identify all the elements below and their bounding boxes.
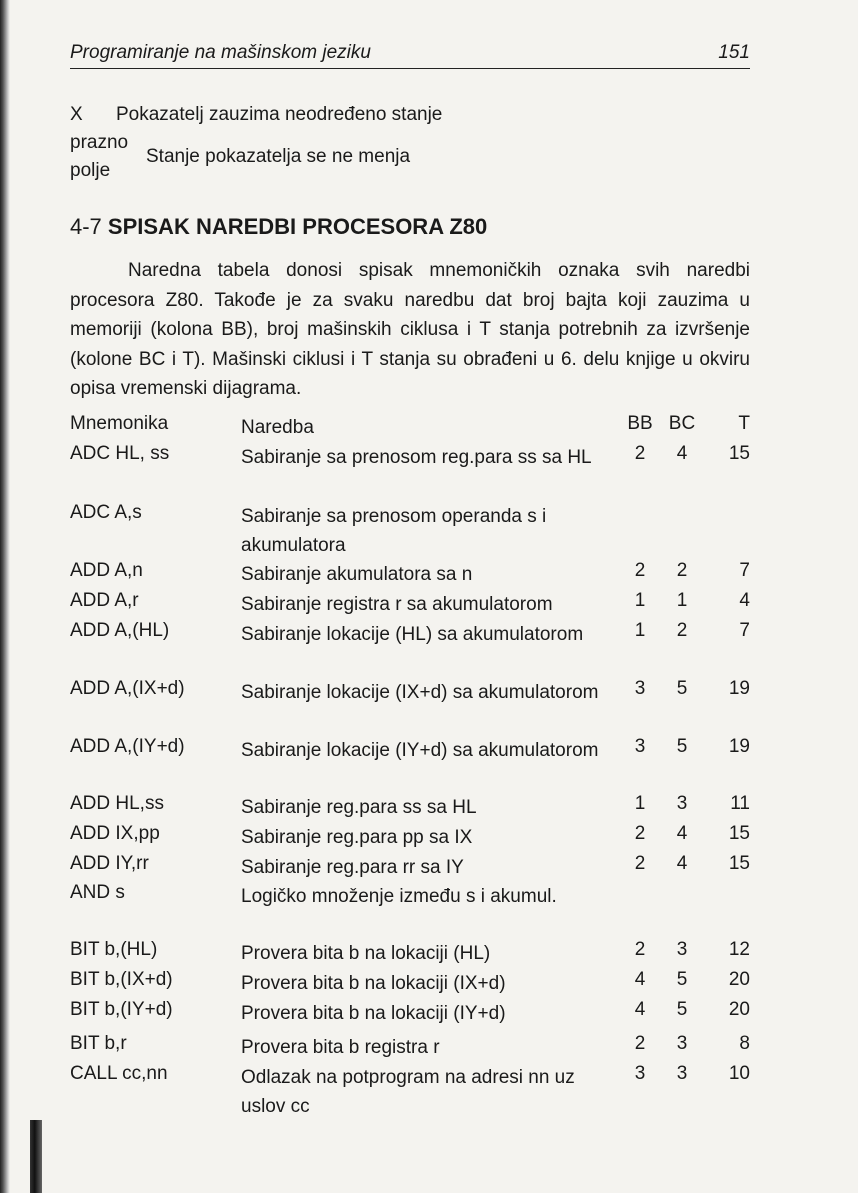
cell-t: 7 <box>739 560 750 581</box>
cell-description: Sabiranje sa prenosom operanda s i akumulatora <box>241 506 547 556</box>
cell-t: 15 <box>728 823 750 844</box>
cell-description: Sabiranje lokacije (HL) sa akumulatorom <box>241 624 584 645</box>
header-title: Programiranje na mašinskom jeziku <box>70 42 371 63</box>
cell-bb: 2 <box>634 443 646 464</box>
section-number: 4-7 <box>70 214 102 239</box>
cell-bb: 2 <box>634 560 646 581</box>
cell-bb: 3 <box>634 678 646 699</box>
cell-description: Odlazak na potprogram na adresi nn uz uslov cc <box>241 1067 575 1117</box>
cell-bc: 3 <box>676 1033 688 1054</box>
cell-t: 15 <box>728 443 750 464</box>
cell-description: Sabiranje registra r sa akumulatorom <box>241 594 553 615</box>
cell-description: Provera bita b na lokaciji (IY+d) <box>241 1003 506 1024</box>
table-row <box>0 502 858 556</box>
cell-t: 20 <box>728 999 750 1020</box>
cell-t: 8 <box>739 1033 750 1054</box>
cell-description: Sabiranje lokacije (IY+d) sa akumulatorom <box>241 740 599 761</box>
page-number: 151 <box>718 42 750 63</box>
cell-mnemonic: ADD IX,pp <box>70 823 160 844</box>
cell-bc: 2 <box>676 560 688 581</box>
cell-bb: 2 <box>634 853 646 874</box>
cell-bc: 4 <box>676 443 688 464</box>
cell-description: Sabiranje reg.para ss sa HL <box>241 797 477 818</box>
cell-t: 20 <box>728 969 750 990</box>
cell-mnemonic: BIT b,(IX+d) <box>70 969 173 990</box>
table-row <box>0 969 858 999</box>
cell-mnemonic: ADD IY,rr <box>70 853 149 874</box>
cell-bb: 4 <box>634 969 646 990</box>
cell-mnemonic: BIT b,(IY+d) <box>70 999 173 1020</box>
cell-description: Sabiranje reg.para pp sa IX <box>241 827 473 848</box>
table-row <box>0 853 858 883</box>
cell-mnemonic: ADD A,r <box>70 590 139 611</box>
cell-bc: 4 <box>676 853 688 874</box>
cell-bc: 5 <box>676 678 688 699</box>
cell-t: 12 <box>728 939 750 960</box>
table-header-row <box>0 413 858 443</box>
legend-x-line <box>70 104 442 126</box>
cell-description: Provera bita b na lokaciji (IX+d) <box>241 973 506 994</box>
cell-description: Logičko množenje između s i akumul. <box>241 886 557 907</box>
header-bb: BB <box>627 413 653 434</box>
table-row <box>0 882 858 912</box>
legend-x-symbol: X <box>70 104 83 125</box>
cell-mnemonic: ADD HL,ss <box>70 793 164 814</box>
cell-bb: 3 <box>634 736 646 757</box>
cell-t: 19 <box>728 678 750 699</box>
cell-t: 19 <box>728 736 750 757</box>
cell-bb: 1 <box>634 620 646 641</box>
cell-mnemonic: BIT b,(HL) <box>70 939 158 960</box>
cell-bc: 3 <box>676 939 688 960</box>
table-row <box>0 823 858 853</box>
cell-bb: 2 <box>634 1033 646 1054</box>
cell-bc: 1 <box>676 590 688 611</box>
header-bc: BC <box>668 413 696 434</box>
legend-empty-desc: Stanje pokazatelja se ne menja <box>146 146 411 167</box>
cell-description: Sabiranje lokacije (IX+d) sa akumulatorom <box>241 682 599 703</box>
cell-t: 15 <box>728 853 750 874</box>
cell-bc: 5 <box>676 736 688 757</box>
table-row <box>0 678 858 708</box>
header-t: T <box>738 413 750 434</box>
running-header <box>70 36 750 69</box>
page-binding-edge <box>30 1120 42 1193</box>
table-row <box>0 1033 858 1063</box>
table-row <box>0 590 858 620</box>
cell-description: Provera bita b na lokaciji (HL) <box>241 943 491 964</box>
cell-bb: 2 <box>634 823 646 844</box>
header-naredba: Naredba <box>241 417 314 438</box>
cell-bb: 2 <box>634 939 646 960</box>
legend-x-desc: Pokazatelj zauzima neodređeno stanje <box>116 104 443 125</box>
cell-bc: 4 <box>676 823 688 844</box>
cell-description: Provera bita b registra r <box>241 1037 440 1058</box>
legend-empty-word1: prazno <box>70 132 129 153</box>
table-row <box>0 999 858 1029</box>
cell-mnemonic: ADC A,s <box>70 502 142 523</box>
cell-mnemonic: BIT b,r <box>70 1033 127 1054</box>
cell-mnemonic: ADD A,(IY+d) <box>70 736 185 757</box>
table-row <box>0 620 858 650</box>
cell-bb: 1 <box>634 793 646 814</box>
cell-t: 11 <box>730 793 750 814</box>
cell-bc: 2 <box>676 620 688 641</box>
cell-mnemonic: ADD A,n <box>70 560 143 581</box>
cell-bb: 4 <box>634 999 646 1020</box>
header-mnemonika: Mnemonika <box>70 413 169 434</box>
cell-t: 7 <box>739 620 750 641</box>
cell-bb: 3 <box>634 1063 646 1084</box>
table-row <box>0 939 858 969</box>
cell-t: 4 <box>739 590 750 611</box>
table-row <box>0 443 858 473</box>
section-title: SPISAK NAREDBI PROCESORA Z80 <box>107 214 488 239</box>
table-row <box>0 1063 858 1117</box>
cell-bc: 3 <box>676 1063 688 1084</box>
cell-mnemonic: ADD A,(IX+d) <box>70 678 185 699</box>
cell-description: Sabiranje akumulatora sa n <box>241 564 473 585</box>
cell-description: Sabiranje sa prenosom reg.para ss sa HL <box>241 447 592 468</box>
table-row <box>0 560 858 590</box>
cell-mnemonic: AND s <box>70 882 125 903</box>
table-row <box>0 736 858 766</box>
cell-mnemonic: ADC HL, ss <box>70 443 170 464</box>
table-row <box>0 793 858 823</box>
cell-bc: 5 <box>676 999 688 1020</box>
cell-bb: 1 <box>634 590 646 611</box>
legend-empty-word2: polje <box>70 160 111 181</box>
intro-paragraph: Naredna tabela donosi spisak mnemoničkih oznaka svih naredbi procesora Z80. Takođe je za svaku naredbu dat broj bajta koji zauzima u memoriji (kolona BB), broj mašinskih ciklusa i T stanja potrebnih za izvršenje (kolone BC i T). Mašinski ciklusi i T stanja su obrađeni u 6. delu knjige u okviru opisa vremenski dijagrama. <box>70 260 750 399</box>
section-heading <box>70 214 487 240</box>
cell-bc: 5 <box>676 969 688 990</box>
cell-mnemonic: ADD A,(HL) <box>70 620 170 641</box>
cell-bc: 3 <box>676 793 688 814</box>
cell-description: Sabiranje reg.para rr sa IY <box>241 857 464 878</box>
cell-mnemonic: CALL cc,nn <box>70 1063 168 1084</box>
cell-t: 10 <box>728 1063 750 1084</box>
